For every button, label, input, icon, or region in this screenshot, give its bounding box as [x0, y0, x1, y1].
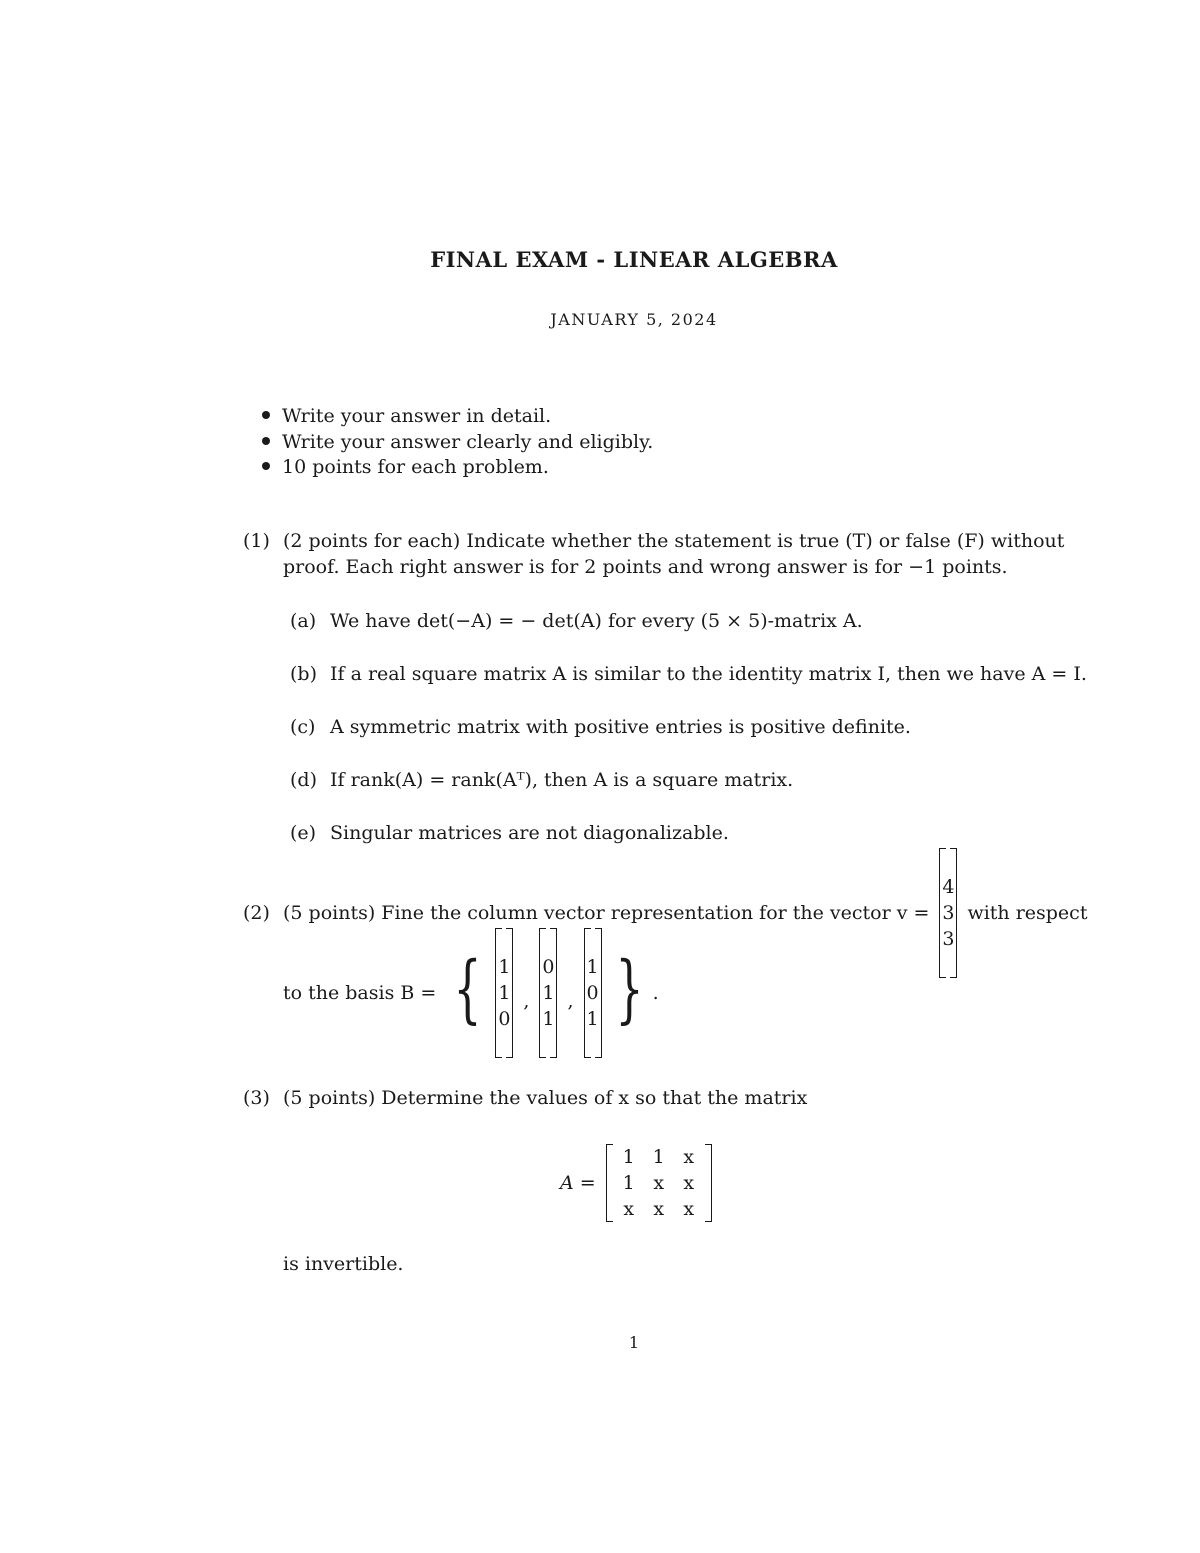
bullet-icon — [262, 462, 270, 470]
problem-3-tail: is invertible. — [283, 1253, 404, 1275]
exam-date: JANUARY 5, 2024 — [550, 310, 718, 329]
bullet-icon — [262, 411, 270, 419]
matrix-a: 1 1 x 1 x x x x x — [606, 1144, 712, 1222]
problem-1-line1: (1) (2 points for each) Indicate whether the statement is true (T) or false (F) without — [243, 530, 1065, 552]
vector-v: 4 3 3 — [939, 848, 957, 978]
problem-1-item-d: (d) If rank(A) = rank(Aᵀ), then A is a square matrix. — [290, 769, 794, 791]
problem-2-line1: (2) (5 points) Fine the column vector representation for the vector v = 4 3 3 with respect — [243, 870, 1087, 956]
left-brace: { — [453, 946, 482, 1032]
instruction-item: Write your answer in detail. — [262, 405, 551, 427]
problem-2-basis: to the basis B = { 1 1 0 , 0 1 1 , 1 0 1 } . — [283, 950, 659, 1036]
exam-title: FINAL EXAM - LINEAR ALGEBRA — [430, 247, 838, 272]
basis-vector-1: 1 1 0 — [495, 928, 513, 1058]
right-brace: } — [614, 946, 644, 1032]
problem-1-item-a: (a) We have det(−A) = − det(A) for every (5 × 5)-matrix A. — [290, 610, 863, 632]
problem-3-line1: (3) (5 points) Determine the values of x so that the matrix — [243, 1087, 808, 1109]
page-number: 1 — [628, 1333, 640, 1352]
bullet-icon — [262, 437, 270, 445]
basis-vector-3: 1 0 1 — [584, 928, 602, 1058]
problem-1-item-b: (b) If a real square matrix A is similar to the identity matrix I, then we have A = I. — [290, 663, 1087, 685]
instruction-item: 10 points for each problem. — [262, 456, 549, 478]
problem-3-matrix: A = 1 1 x 1 x x x x x — [560, 1140, 712, 1226]
problem-1-line2: proof. Each right answer is for 2 points and wrong answer is for −1 points. — [283, 556, 1008, 578]
basis-vector-2: 0 1 1 — [539, 928, 557, 1058]
problem-1-item-c: (c) A symmetric matrix with positive entries is positive definite. — [290, 716, 911, 738]
instruction-item: Write your answer clearly and eligibly. — [262, 431, 653, 453]
problem-1-item-e: (e) Singular matrices are not diagonalizable. — [290, 822, 729, 844]
